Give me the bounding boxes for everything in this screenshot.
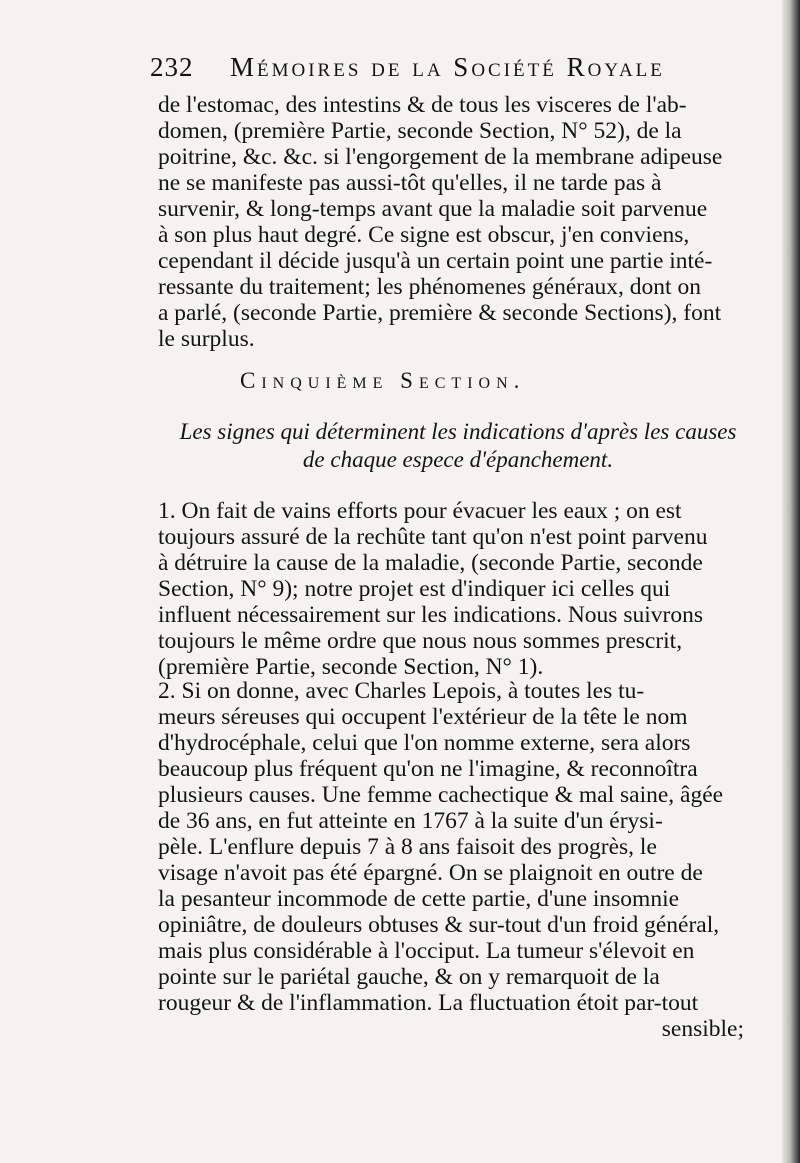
text-line: de 36 ans, en fut atteinte en 1767 à la suite d'un érysi- (158, 808, 663, 834)
text-line: a parlé, (seconde Partie, première & seconde Sections), font (158, 300, 722, 326)
text-line: Section, N° 9); notre projet est d'indiquer ici celles qui (158, 576, 671, 602)
text-line: ne se manifeste pas aussi-tôt qu'elles, il ne tarde pas à (158, 170, 662, 196)
opening-paragraph (158, 92, 748, 352)
text-line: à détruire la cause de la maladie, (seconde Partie, seconde (158, 550, 703, 576)
text-line: 2. Si on donne, avec Charles Lepois, à toutes les tu- (158, 678, 645, 704)
text-line: survenir, & long-temps avant que la maladie soit parvenue (158, 196, 708, 222)
running-title: Mémoires de la Société Royale (230, 52, 665, 82)
section-heading: Cinquième Section. (240, 368, 526, 393)
text-line: opiniâtre, de douleurs obtuses & sur-tout d'un froid général, (158, 912, 720, 938)
text-line: influent nécessairement sur les indications. Nous suivrons (158, 602, 703, 628)
text-line: de l'estomac, des intestins & de tous les visceres de l'ab- (158, 92, 687, 118)
text-line: visage n'avoit pas été épargné. On se plaignoit en outre de (158, 860, 703, 886)
text-line: beaucoup plus fréquent qu'on ne l'imagine, & reconnoîtra (158, 756, 698, 782)
text-line: mais plus considérable à l'occiput. La tumeur s'élevoit en (158, 938, 695, 964)
text-line: meurs séreuses qui occupent l'extérieur de la tête le nom (158, 704, 688, 730)
text-line: domen, (première Partie, seconde Section, N° 52), de la (158, 118, 682, 144)
section-title (158, 418, 758, 474)
text-line: sensible; (661, 1016, 744, 1042)
text-line: pèle. L'enflure depuis 7 à 8 ans faisoit des progrès, le (158, 834, 657, 860)
paragraph-2 (158, 678, 748, 1042)
text-line: toujours assuré de la rechûte tant qu'on n'est point parvenu (158, 524, 708, 550)
section-title-line: de chaque espece d'épanchement. (302, 447, 614, 472)
text-line: plusieurs causes. Une femme cachectique & mal saine, âgée (158, 782, 724, 808)
text-line: cependant il décide jusqu'à un certain point une partie inté- (158, 248, 713, 274)
text-line: ressante du traitement; les phénomenes généraux, dont on (158, 274, 701, 300)
text-line: à son plus haut degré. Ce signe est obscur, j'en conviens, (158, 222, 690, 248)
text-line: 1. On fait de vains efforts pour évacuer les eaux ; on est (158, 498, 682, 524)
text-line: la pesanteur incommode de cette partie, d'une insomnie (158, 886, 680, 912)
section-title-line: Les signes qui déterminent les indications d'après les causes (179, 419, 737, 444)
text-line: toujours le même ordre que nous nous sommes prescrit, (158, 628, 683, 654)
text-line: (première Partie, seconde Section, N° 1). (158, 654, 544, 680)
page-number: 232 (150, 52, 194, 82)
book-page (150, 50, 760, 1140)
text-line: poitrine, &c. &c. si l'engorgement de la membrane adipeuse (158, 144, 723, 170)
text-line: rougeur & de l'inflammation. La fluctuation étoit par-tout (158, 990, 699, 1016)
paragraph-1 (158, 498, 748, 680)
page-edge-shadow (782, 0, 800, 1163)
text-line: le surplus. (158, 326, 255, 352)
text-line: d'hydrocéphale, celui que l'on nomme externe, sera alors (158, 730, 691, 756)
running-head (150, 50, 690, 94)
text-line: pointe sur le pariétal gauche, & on y remarquoit de la (158, 964, 660, 990)
